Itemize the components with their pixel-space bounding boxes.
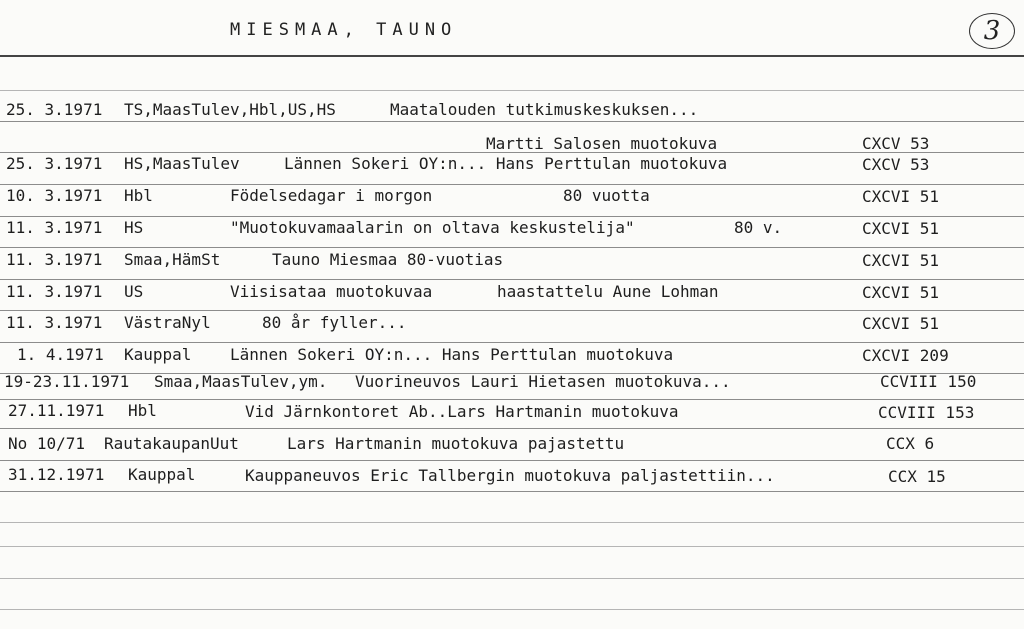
entry-ref: CCX 15	[888, 467, 946, 486]
ruled-line	[0, 522, 1024, 523]
entry-source: HS,MaasTulev	[124, 154, 240, 173]
entry-date: 11. 3.1971	[6, 218, 103, 237]
entry-source: TS,MaasTulev,Hbl,US,HS	[124, 100, 336, 119]
entry-text: Viisisataa muotokuvaa	[230, 282, 433, 301]
ruled-line	[0, 609, 1024, 610]
entry-source: Kauppal	[128, 465, 196, 484]
entry-date: 19-23.11.1971	[4, 372, 130, 391]
entry-ref: CCVIII 153	[878, 403, 975, 422]
entry-text: Vid Järnkontoret Ab..Lars Hartmanin muotokuva	[245, 402, 679, 421]
entry-source: VästraNyl	[124, 313, 211, 332]
entry-text: Tauno Miesmaa 80-vuotias	[272, 250, 504, 269]
entry-date: 31.12.1971	[8, 465, 105, 484]
entry-date: No 10/71	[8, 434, 86, 453]
ruled-line	[0, 279, 1024, 280]
ruled-line	[0, 546, 1024, 547]
ruled-line	[0, 428, 1024, 429]
ruled-line	[0, 90, 1024, 91]
ruled-line	[0, 310, 1024, 311]
ruled-line	[0, 216, 1024, 217]
entry-date: 11. 3.1971	[6, 282, 103, 301]
entry-ref: CXCV 53	[862, 155, 930, 174]
entry-text: Martti Salosen muotokuva	[486, 134, 718, 153]
entry-extra: haastattelu Aune Lohman	[497, 282, 719, 301]
ruled-line	[0, 578, 1024, 579]
entry-ref: CXCVI 51	[862, 251, 940, 270]
entry-extra: 80 vuotta	[563, 186, 650, 205]
entry-text: Lars Hartmanin muotokuva pajastettu	[287, 434, 625, 453]
entry-date: 27.11.1971	[8, 401, 105, 420]
entry-ref: CXCV 53	[862, 134, 930, 153]
ruled-line	[0, 184, 1024, 185]
entry-date: 1. 4.1971	[17, 345, 104, 364]
entry-text: Lännen Sokeri OY:n... Hans Perttulan muotokuva	[230, 345, 674, 364]
card-title: MIESMAA, TAUNO	[230, 20, 458, 40]
entry-source: HS	[124, 218, 144, 237]
entry-date: 11. 3.1971	[6, 250, 103, 269]
entry-ref: CCVIII 150	[880, 372, 977, 391]
entry-source: Smaa,HämSt	[124, 250, 221, 269]
ruled-line	[0, 491, 1024, 492]
entry-text: Kauppaneuvos Eric Tallbergin muotokuva paljastettiin...	[245, 466, 775, 485]
ruled-line	[0, 247, 1024, 248]
entry-text: 80 år fyller...	[262, 313, 407, 332]
entry-date: 25. 3.1971	[6, 154, 103, 173]
entry-extra: 80 v.	[734, 218, 783, 237]
entry-text: Lännen Sokeri OY:n... Hans Perttulan muotokuva	[284, 154, 728, 173]
entry-source: RautakaupanUut	[104, 434, 239, 453]
entry-date: 11. 3.1971	[6, 313, 103, 332]
ruled-line	[0, 342, 1024, 343]
entry-source: Smaa,MaasTulev,ym.	[154, 372, 328, 391]
entry-text: "Muotokuvamaalarin on oltava keskustelija"	[230, 218, 635, 237]
header-rule	[0, 55, 1024, 57]
entry-text: Födelsedagar i morgon	[230, 186, 433, 205]
entry-text: Maatalouden tutkimuskeskuksen...	[390, 100, 699, 119]
entry-date: 10. 3.1971	[6, 186, 103, 205]
entry-date: 25. 3.1971	[6, 100, 103, 119]
entry-source: Kauppal	[124, 345, 192, 364]
entry-ref: CCX 6	[886, 434, 935, 453]
entry-ref: CXCVI 51	[862, 314, 940, 333]
card-number: 3	[969, 13, 1015, 49]
entry-source: Hbl	[128, 401, 157, 420]
ruled-line	[0, 460, 1024, 461]
entry-ref: CXCVI 51	[862, 219, 940, 238]
ruled-line	[0, 121, 1024, 122]
entry-ref: CXCVI 51	[862, 187, 940, 206]
entry-ref: CXCVI 209	[862, 346, 949, 365]
ruled-line	[0, 399, 1024, 400]
entry-ref: CXCVI 51	[862, 283, 940, 302]
entry-source: Hbl	[124, 186, 153, 205]
entry-text: Vuorineuvos Lauri Hietasen muotokuva...	[355, 372, 731, 391]
entry-source: US	[124, 282, 144, 301]
